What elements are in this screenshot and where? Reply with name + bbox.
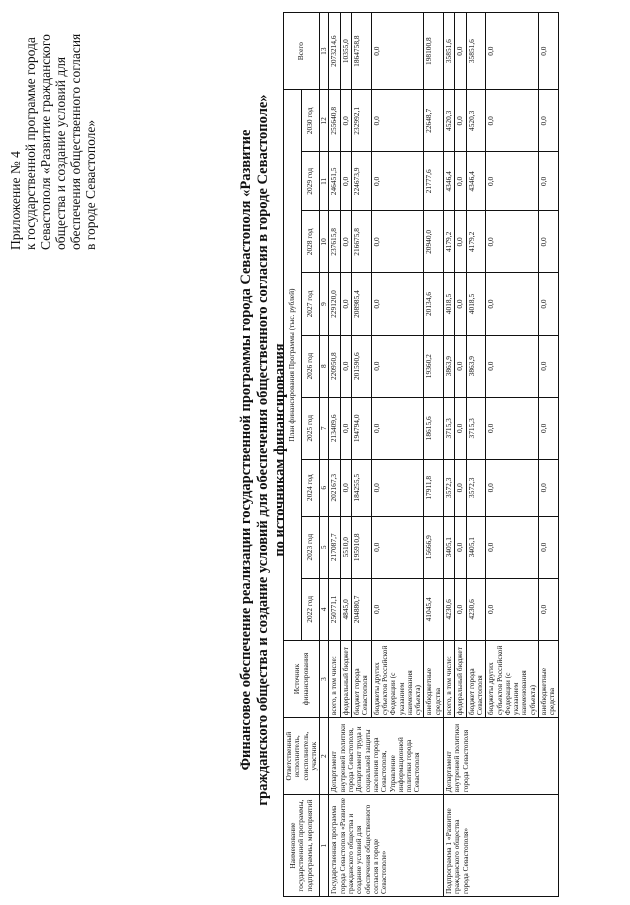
value-cell: 0,0 [340, 273, 351, 335]
column-index: 7 [320, 397, 329, 459]
value-cell: 0,0 [371, 578, 424, 640]
value-cell: 0,0 [486, 578, 539, 640]
header-plan: План финансирования Программы (тыс. рублей) [284, 90, 302, 641]
value-cell: 0,0 [539, 335, 559, 397]
value-cell: 0,0 [539, 90, 559, 152]
value-cell: 255640,8 [329, 90, 340, 152]
column-index: 11 [320, 152, 329, 211]
appendix-line: к государственной программе города [23, 37, 38, 250]
total-cell: 35851,6 [466, 13, 486, 90]
program-name-cell: Государственная программа города Севастополя «Развитие гражданского общества и создание условий для обеспечения общественного согласия в городе Севастополе» [329, 795, 444, 897]
value-cell: 0,0 [371, 516, 424, 578]
value-cell: 4230,6 [466, 578, 486, 640]
table-row [444, 13, 455, 897]
column-index: 5 [320, 516, 329, 578]
value-cell: 0,0 [371, 335, 424, 397]
financing-table [283, 12, 559, 897]
value-cell: 0,0 [371, 273, 424, 335]
value-cell: 0,0 [455, 459, 466, 516]
source-cell: всего, в том числе: [444, 640, 455, 717]
source-cell: бюджет города Севастополя [466, 640, 486, 717]
column-index: 4 [320, 578, 329, 640]
value-cell: 0,0 [371, 211, 424, 273]
column-index: 3 [320, 640, 329, 717]
total-cell: 1864758,8 [352, 13, 372, 90]
header-year: 2026 год [302, 335, 320, 397]
source-cell: федеральный бюджет [455, 640, 466, 717]
value-cell: 3863,9 [466, 335, 486, 397]
value-cell: 15666,9 [424, 516, 444, 578]
value-cell: 0,0 [455, 578, 466, 640]
source-cell: бюджеты других субъектов Российской Федерации (с указанием наименования субъекта) [486, 640, 539, 717]
value-cell: 4346,4 [444, 152, 455, 211]
value-cell: 3715,3 [466, 397, 486, 459]
header-year: 2024 год [302, 459, 320, 516]
document-title [238, 35, 289, 865]
value-cell: 246451,5 [329, 152, 340, 211]
value-cell: 0,0 [371, 459, 424, 516]
column-index: 2 [320, 718, 329, 795]
value-cell: 237615,8 [329, 211, 340, 273]
source-cell: бюджет города Севастополя [352, 640, 372, 717]
total-cell: 0,0 [486, 13, 539, 90]
value-cell: 195910,8 [352, 516, 372, 578]
total-cell: 10355,0 [340, 13, 351, 90]
value-cell: 18615,6 [424, 397, 444, 459]
column-index: 6 [320, 459, 329, 516]
value-cell: 4179,2 [466, 211, 486, 273]
appendix-line: в городе Севастополе» [83, 119, 98, 250]
value-cell: 0,0 [371, 397, 424, 459]
header-year: 2022 год [302, 578, 320, 640]
value-cell: 3572,3 [466, 459, 486, 516]
value-cell: 19360,2 [424, 335, 444, 397]
value-cell: 0,0 [539, 211, 559, 273]
value-cell: 0,0 [486, 459, 539, 516]
total-cell: 0,0 [455, 13, 466, 90]
value-cell: 5510,0 [340, 516, 351, 578]
value-cell: 0,0 [486, 516, 539, 578]
header-source: Источник финансирования [284, 640, 320, 717]
value-cell: 0,0 [371, 152, 424, 211]
value-cell: 0,0 [539, 152, 559, 211]
header-year: 2029 год [302, 152, 320, 211]
value-cell: 0,0 [340, 397, 351, 459]
value-cell: 4179,2 [444, 211, 455, 273]
value-cell: 4520,3 [444, 90, 455, 152]
value-cell: 0,0 [455, 397, 466, 459]
value-cell: 213409,6 [329, 397, 340, 459]
executor-cell: Департамент внутренней политики города Севастополя, Департамент труда и социальной защиты населения города Севастополя, Управление информационной политики города Севастополя [329, 718, 444, 795]
source-cell: всего, в том числе: [329, 640, 340, 717]
value-cell: 3405,1 [466, 516, 486, 578]
value-cell: 0,0 [486, 152, 539, 211]
value-cell: 220950,8 [329, 335, 340, 397]
appendix-line: общества и создание условий для [53, 56, 68, 250]
value-cell: 0,0 [486, 90, 539, 152]
title-line: Финансовое обеспечение реализации государственной программы города Севастополя «Развитие [238, 129, 254, 771]
program-name-cell: Подпрограмма 1 «Развитие гражданского общества города Севастополя» [444, 795, 559, 897]
header-year: 2027 год [302, 273, 320, 335]
value-cell: 41045,4 [424, 578, 444, 640]
value-cell: 0,0 [539, 397, 559, 459]
value-cell: 0,0 [539, 273, 559, 335]
value-cell: 0,0 [455, 211, 466, 273]
value-cell: 3863,9 [444, 335, 455, 397]
total-cell: 198100,8 [424, 13, 444, 90]
title-line: по источникам финансирования [272, 343, 288, 557]
source-cell: внебюджетные средства [539, 640, 559, 717]
value-cell: 22648,7 [424, 90, 444, 152]
value-cell: 0,0 [455, 335, 466, 397]
total-cell: 0,0 [539, 13, 559, 90]
header-year: 2028 год [302, 211, 320, 273]
value-cell: 17911,8 [424, 459, 444, 516]
table-row [329, 13, 340, 897]
source-cell: федеральный бюджет [340, 640, 351, 717]
value-cell: 0,0 [539, 459, 559, 516]
value-cell: 202167,3 [329, 459, 340, 516]
value-cell: 4018,5 [466, 273, 486, 335]
value-cell: 0,0 [486, 397, 539, 459]
header-year: 2030 год [302, 90, 320, 152]
value-cell: 0,0 [340, 211, 351, 273]
value-cell: 4346,4 [466, 152, 486, 211]
table-body [329, 13, 558, 897]
value-cell: 232992,1 [352, 90, 372, 152]
value-cell: 184255,5 [352, 459, 372, 516]
value-cell: 217087,7 [329, 516, 340, 578]
value-cell: 0,0 [455, 273, 466, 335]
value-cell: 0,0 [371, 90, 424, 152]
value-cell: 0,0 [455, 90, 466, 152]
value-cell: 21777,6 [424, 152, 444, 211]
value-cell: 3572,3 [444, 459, 455, 516]
appendix-note [8, 10, 98, 250]
value-cell: 4845,0 [340, 578, 351, 640]
value-cell: 20940,0 [424, 211, 444, 273]
appendix-line: Приложение № 4 [8, 151, 23, 250]
value-cell: 216675,8 [352, 211, 372, 273]
source-cell: внебюджетные средства [424, 640, 444, 717]
value-cell: 0,0 [340, 335, 351, 397]
value-cell: 0,0 [486, 335, 539, 397]
value-cell: 0,0 [539, 578, 559, 640]
value-cell: 3715,3 [444, 397, 455, 459]
value-cell: 0,0 [340, 459, 351, 516]
total-cell: 0,0 [371, 13, 424, 90]
header-name: Наименование государственной программы, подпрограммы, мероприятий [284, 795, 320, 897]
column-index: 8 [320, 335, 329, 397]
value-cell: 204880,7 [352, 578, 372, 640]
value-cell: 229120,0 [329, 273, 340, 335]
appendix-line: обеспечения общественного согласия [68, 33, 83, 250]
value-cell: 0,0 [455, 516, 466, 578]
value-cell: 194794,0 [352, 397, 372, 459]
title-line: гражданского общества и создание условий для обеспечения общественного согласия в городе Севастополе» [255, 94, 271, 806]
header-executor: Ответственный исполнитель, соисполнитель, участник [284, 718, 320, 795]
value-cell: 0,0 [539, 516, 559, 578]
total-cell: 2073214,6 [329, 13, 340, 90]
value-cell: 224673,9 [352, 152, 372, 211]
value-cell: 4230,6 [444, 578, 455, 640]
source-cell: бюджеты других субъектов Российской Федерации (с указанием наименования субъекта) [371, 640, 424, 717]
value-cell: 4520,3 [466, 90, 486, 152]
value-cell: 0,0 [340, 90, 351, 152]
value-cell: 0,0 [340, 152, 351, 211]
column-index: 12 [320, 90, 329, 152]
header-year: 2025 год [302, 397, 320, 459]
value-cell: 0,0 [486, 273, 539, 335]
column-index: 13 [320, 13, 329, 90]
column-index: 9 [320, 273, 329, 335]
value-cell: 0,0 [486, 211, 539, 273]
column-index: 1 [320, 795, 329, 897]
value-cell: 201590,6 [352, 335, 372, 397]
value-cell: 4018,5 [444, 273, 455, 335]
value-cell: 0,0 [455, 152, 466, 211]
column-index: 10 [320, 211, 329, 273]
total-cell: 35851,6 [444, 13, 455, 90]
header-total: Всего [284, 13, 320, 90]
value-cell: 208985,4 [352, 273, 372, 335]
value-cell: 20134,6 [424, 273, 444, 335]
value-cell: 250771,1 [329, 578, 340, 640]
value-cell: 3405,1 [444, 516, 455, 578]
header-year: 2023 год [302, 516, 320, 578]
appendix-line: Севастополя «Развитие гражданского [38, 34, 53, 250]
executor-cell: Департамент внутренней политики города Севастополя [444, 718, 559, 795]
